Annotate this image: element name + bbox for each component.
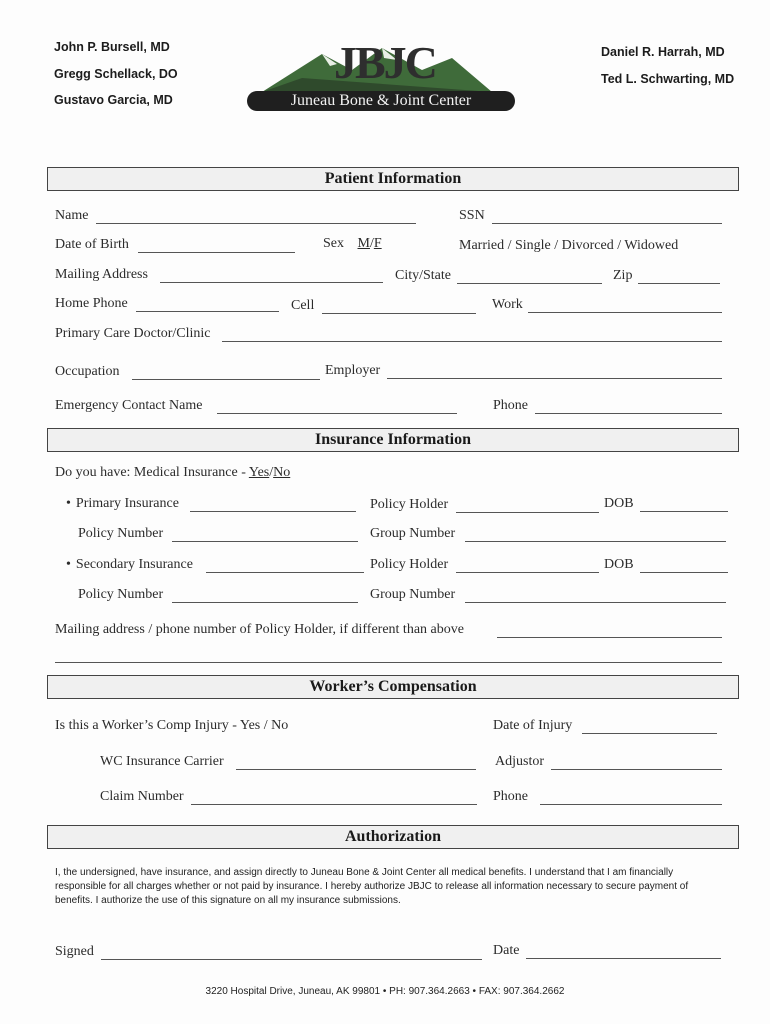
cell-field[interactable] [322,299,476,314]
sex-option-f[interactable]: F [373,236,382,251]
signature-date-field[interactable] [526,944,721,959]
home-phone-field[interactable] [136,297,279,312]
emergency-phone-label: Phone [493,398,528,413]
secondary-policy-number-label: Policy Number [78,587,164,602]
policy-holder-mailing-field-2[interactable] [55,648,722,663]
wc-phone-label: Phone [493,789,528,804]
doctor-name-2: Gregg Schellack, DO [54,67,178,81]
primary-dob-label: DOB [604,496,634,511]
policy-holder-mailing-label: Mailing address / phone number of Policy Holder, if different than above [55,622,464,637]
primary-care-label: Primary Care Doctor/Clinic [55,326,211,341]
secondary-policy-holder-label: Policy Holder [370,557,449,572]
secondary-insurance-label: • Secondary Insurance [66,557,193,573]
cell-label: Cell [291,298,315,313]
primary-policy-holder-field[interactable] [456,498,599,513]
workers-comp-question[interactable]: Is this a Worker’s Comp Injury - Yes / No [55,718,289,733]
zip-field[interactable] [638,269,720,284]
primary-policy-holder-label: Policy Holder [370,497,449,512]
ssn-label: SSN [459,208,485,223]
insurance-option-separator: / [269,465,274,480]
insurance-option-no[interactable]: No [273,465,291,480]
footer-contact: 3220 Hospital Drive, Juneau, AK 99801 • PH: 907.364.2663 • FAX: 907.364.2662 [205,986,565,997]
secondary-insurance-field[interactable] [206,558,364,573]
employer-field[interactable] [387,364,722,379]
secondary-group-number-field[interactable] [465,588,726,603]
home-phone-label: Home Phone [55,296,128,311]
claim-number-label: Claim Number [100,789,184,804]
sex-field[interactable] [323,236,382,252]
primary-group-number-field[interactable] [465,527,726,542]
wc-carrier-field[interactable] [236,755,476,770]
occupation-field[interactable] [132,365,320,380]
adjustor-label: Adjustor [495,754,544,769]
insurance-option-yes[interactable]: Yes [248,465,270,480]
zip-label: Zip [613,268,633,283]
wc-carrier-label: WC Insurance Carrier [100,754,224,769]
wc-phone-field[interactable] [540,790,722,805]
emergency-phone-field[interactable] [535,399,722,414]
sex-label: Sex [323,236,344,251]
claim-number-field[interactable] [191,790,477,805]
mailing-address-label: Mailing Address [55,267,148,282]
doctor-name-1: John P. Bursell, MD [54,40,170,54]
secondary-dob-field[interactable] [640,558,728,573]
signed-label: Signed [55,944,94,959]
secondary-dob-label: DOB [604,557,634,572]
policy-holder-mailing-field[interactable] [497,623,722,638]
employer-label: Employer [325,363,381,378]
primary-dob-field[interactable] [640,497,728,512]
insurance-information-header: Insurance Information [47,428,739,452]
date-of-injury-label: Date of Injury [493,718,573,733]
emergency-contact-field[interactable] [217,399,457,414]
medical-insurance-label: Do you have: Medical Insurance - [55,465,249,480]
logo-name: Juneau Bone & Joint Center [247,91,515,111]
primary-insurance-label: • Primary Insurance [66,496,179,512]
doctor-name-3: Gustavo Garcia, MD [54,93,173,107]
doctor-name-5: Ted L. Schwarting, MD [601,72,735,86]
ssn-field[interactable] [492,209,722,224]
city-state-label: City/State [395,268,451,283]
signature-field[interactable] [101,945,482,960]
city-state-field[interactable] [457,269,602,284]
logo-monogram: JBJC [334,37,436,88]
work-label: Work [492,297,523,312]
work-field[interactable] [528,298,722,313]
dob-label: Date of Birth [55,237,129,252]
emergency-contact-label: Emergency Contact Name [55,398,203,413]
primary-insurance-field[interactable] [190,497,356,512]
adjustor-field[interactable] [551,755,722,770]
secondary-policy-holder-field[interactable] [456,558,599,573]
primary-policy-number-label: Policy Number [78,526,164,541]
secondary-group-number-label: Group Number [370,587,456,602]
date-of-injury-field[interactable] [582,719,717,734]
authorization-text: I, the undersigned, have insurance, and assign directly to Juneau Bone & Joint Center all medical benefits. I understand that I am financially responsible for all charges whether or not paid by insurance. I hereby authorize JBJC to release all information necessary to secure payment of benefits. I authorize the use of this signature on all my insurance submissions. [55,867,689,906]
authorization-header: Authorization [47,825,739,849]
marital-status-options[interactable]: Married / Single / Divorced / Widowed [459,238,679,253]
patient-information-header: Patient Information [47,167,739,191]
sex-separator: / [369,236,374,251]
primary-policy-number-field[interactable] [172,527,358,542]
mailing-address-field[interactable] [160,268,383,283]
primary-group-number-label: Group Number [370,526,456,541]
secondary-policy-number-field[interactable] [172,588,358,603]
dob-field[interactable] [138,238,295,253]
workers-comp-header: Worker’s Compensation [47,675,739,699]
occupation-label: Occupation [55,364,120,379]
name-field[interactable] [96,209,416,224]
signature-date-label: Date [493,943,520,958]
doctor-name-4: Daniel R. Harrah, MD [601,45,725,59]
medical-insurance-question [55,465,290,481]
name-label: Name [55,208,89,223]
primary-care-field[interactable] [222,327,722,342]
sex-option-m[interactable]: M [357,236,370,251]
